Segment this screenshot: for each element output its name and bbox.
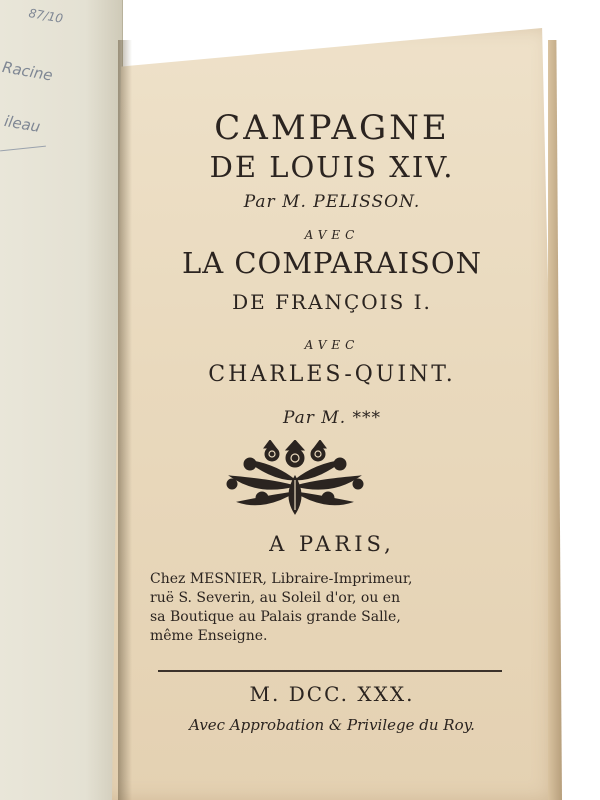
imprint-block [150, 570, 510, 646]
title-line-2: DE LOUIS XIV. [209, 150, 455, 184]
imprint-line: Chez MESNIER, Libraire-Imprimeur, [150, 571, 413, 587]
avec-label: AVEC [304, 228, 360, 242]
title-line-5: CHARLES-QUINT. [208, 362, 456, 387]
handwritten-note: ileau [2, 112, 42, 137]
imprint-line: même Enseigne. [150, 628, 268, 644]
pencil-mark [0, 146, 46, 152]
imprint-line: ruë S. Severin, au Soleil d'or, ou en [150, 590, 401, 606]
publication-city: A PARIS, [269, 532, 395, 556]
flyleaf-page [0, 0, 123, 800]
imprint-line: sa Boutique au Palais grande Salle, [150, 609, 401, 625]
handwritten-note: 87/10 [27, 6, 65, 26]
second-author-byline: Par M. *** [282, 408, 382, 428]
avec-label: AVEC [304, 338, 360, 352]
title-line-4: DE FRANÇOIS I. [232, 290, 432, 314]
handwritten-note: Racine [0, 58, 54, 85]
title-line-1: CAMPAGNE [214, 108, 450, 148]
divider-rule [158, 670, 502, 672]
title-line-3: LA COMPARAISON [181, 246, 483, 280]
publication-date: M. DCC. XXX. [249, 682, 415, 706]
author-byline: Par M. PELISSON. [243, 192, 421, 212]
floral-bouquet-icon [216, 440, 374, 518]
royal-privilege-note: Avec Approbation & Privilege du Roy. [189, 716, 475, 734]
